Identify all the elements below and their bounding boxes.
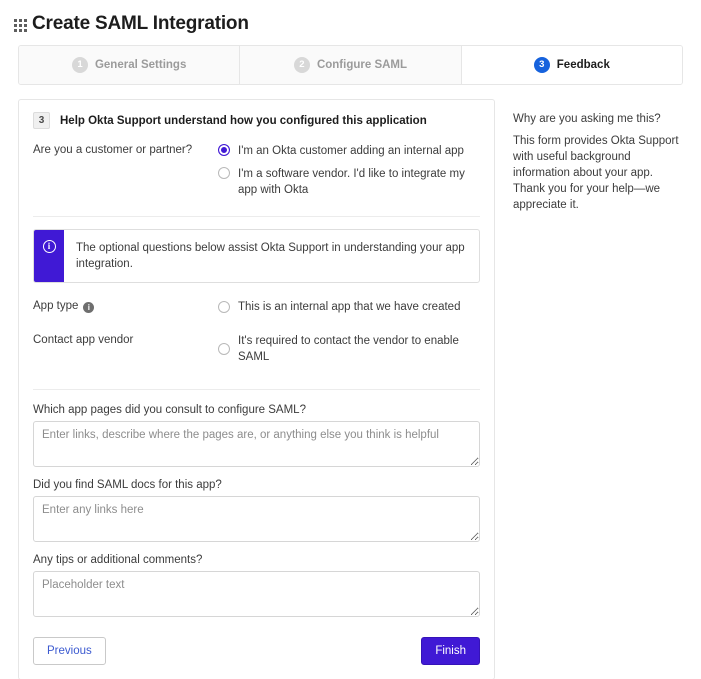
question-additional-comments: [19, 554, 494, 617]
info-callout-text: The optional questions below assist Okta Support in understanding your app integration.: [76, 242, 465, 270]
radio-icon-okta-customer[interactable]: [218, 144, 230, 156]
step-label-3: Feedback: [556, 59, 610, 71]
radio-icon-contact-vendor[interactable]: [218, 343, 230, 355]
step-label-2: Configure SAML: [316, 59, 408, 71]
label-app-type: [33, 299, 218, 315]
radio-option-contact-vendor[interactable]: [218, 333, 480, 365]
page-header: [0, 0, 701, 40]
radio-group-customer-or-partner: [218, 143, 480, 198]
question-app-pages: [19, 404, 494, 467]
label-saml-docs: Did you find SAML docs for this app?: [33, 479, 222, 491]
wizard-stepper: [18, 45, 683, 85]
info-callout: [33, 229, 480, 283]
label-app-type-text: App type: [33, 300, 79, 312]
previous-button[interactable]: Previous: [33, 637, 106, 665]
row-contact-app-vendor: [19, 319, 494, 369]
label-customer-or-partner: Are you a customer or partner?: [33, 144, 193, 156]
step-number-3: 3: [534, 57, 550, 73]
radio-label-internal-app: This is an internal app that we have created: [238, 301, 461, 313]
label-app-pages: Which app pages did you consult to configure SAML?: [33, 404, 306, 416]
field-app-type: [218, 299, 480, 315]
help-rail-heading: Why are you asking me this?: [513, 113, 661, 125]
info-icon-app-type[interactable]: i: [83, 302, 94, 313]
textarea-app-pages[interactable]: [33, 421, 480, 467]
radio-option-internal-app[interactable]: [218, 299, 480, 315]
radio-icon-software-vendor[interactable]: [218, 167, 230, 179]
page-title: Create SAML Integration: [32, 13, 249, 34]
app-grid-icon: [14, 19, 30, 35]
field-contact-app-vendor: [218, 333, 480, 365]
row-app-type: [19, 295, 494, 319]
divider-2: [33, 389, 480, 390]
radio-label-software-vendor: I'm a software vendor. I'd like to integrate my app with Okta: [238, 168, 465, 196]
label-additional-comments: Any tips or additional comments?: [33, 554, 203, 566]
card-footer: [19, 629, 494, 665]
info-icon: i: [34, 230, 64, 282]
label-contact-app-vendor: Contact app vendor: [33, 334, 134, 346]
finish-button[interactable]: Finish: [421, 637, 480, 665]
radio-icon-internal-app[interactable]: [218, 301, 230, 313]
card-header: [19, 100, 494, 139]
divider-1: [33, 216, 480, 217]
tab-configure-saml[interactable]: [240, 46, 461, 84]
page-body: [0, 85, 701, 679]
help-rail: [513, 99, 683, 679]
row-customer-or-partner: [19, 139, 494, 202]
feedback-form-card: [18, 99, 495, 679]
question-saml-docs: [19, 479, 494, 542]
radio-label-contact-vendor: It's required to contact the vendor to enable SAML: [238, 335, 459, 363]
radio-label-okta-customer: I'm an Okta customer adding an internal app: [238, 145, 464, 157]
radio-option-software-vendor[interactable]: [218, 166, 480, 198]
help-rail-body: This form provides Okta Support with useful background information about your app. Thank you for your help—we appreciate it.: [513, 135, 679, 211]
step-label-1: General Settings: [94, 59, 187, 71]
step-number-2: 2: [294, 57, 310, 73]
textarea-additional-comments[interactable]: [33, 571, 480, 617]
textarea-saml-docs[interactable]: [33, 496, 480, 542]
card-heading: Help Okta Support understand how you configured this application: [60, 114, 427, 127]
tab-general-settings[interactable]: [19, 46, 240, 84]
tab-feedback[interactable]: [462, 46, 682, 84]
step-number-1: 1: [72, 57, 88, 73]
radio-option-okta-customer[interactable]: [218, 143, 480, 159]
step-badge: 3: [33, 112, 50, 129]
